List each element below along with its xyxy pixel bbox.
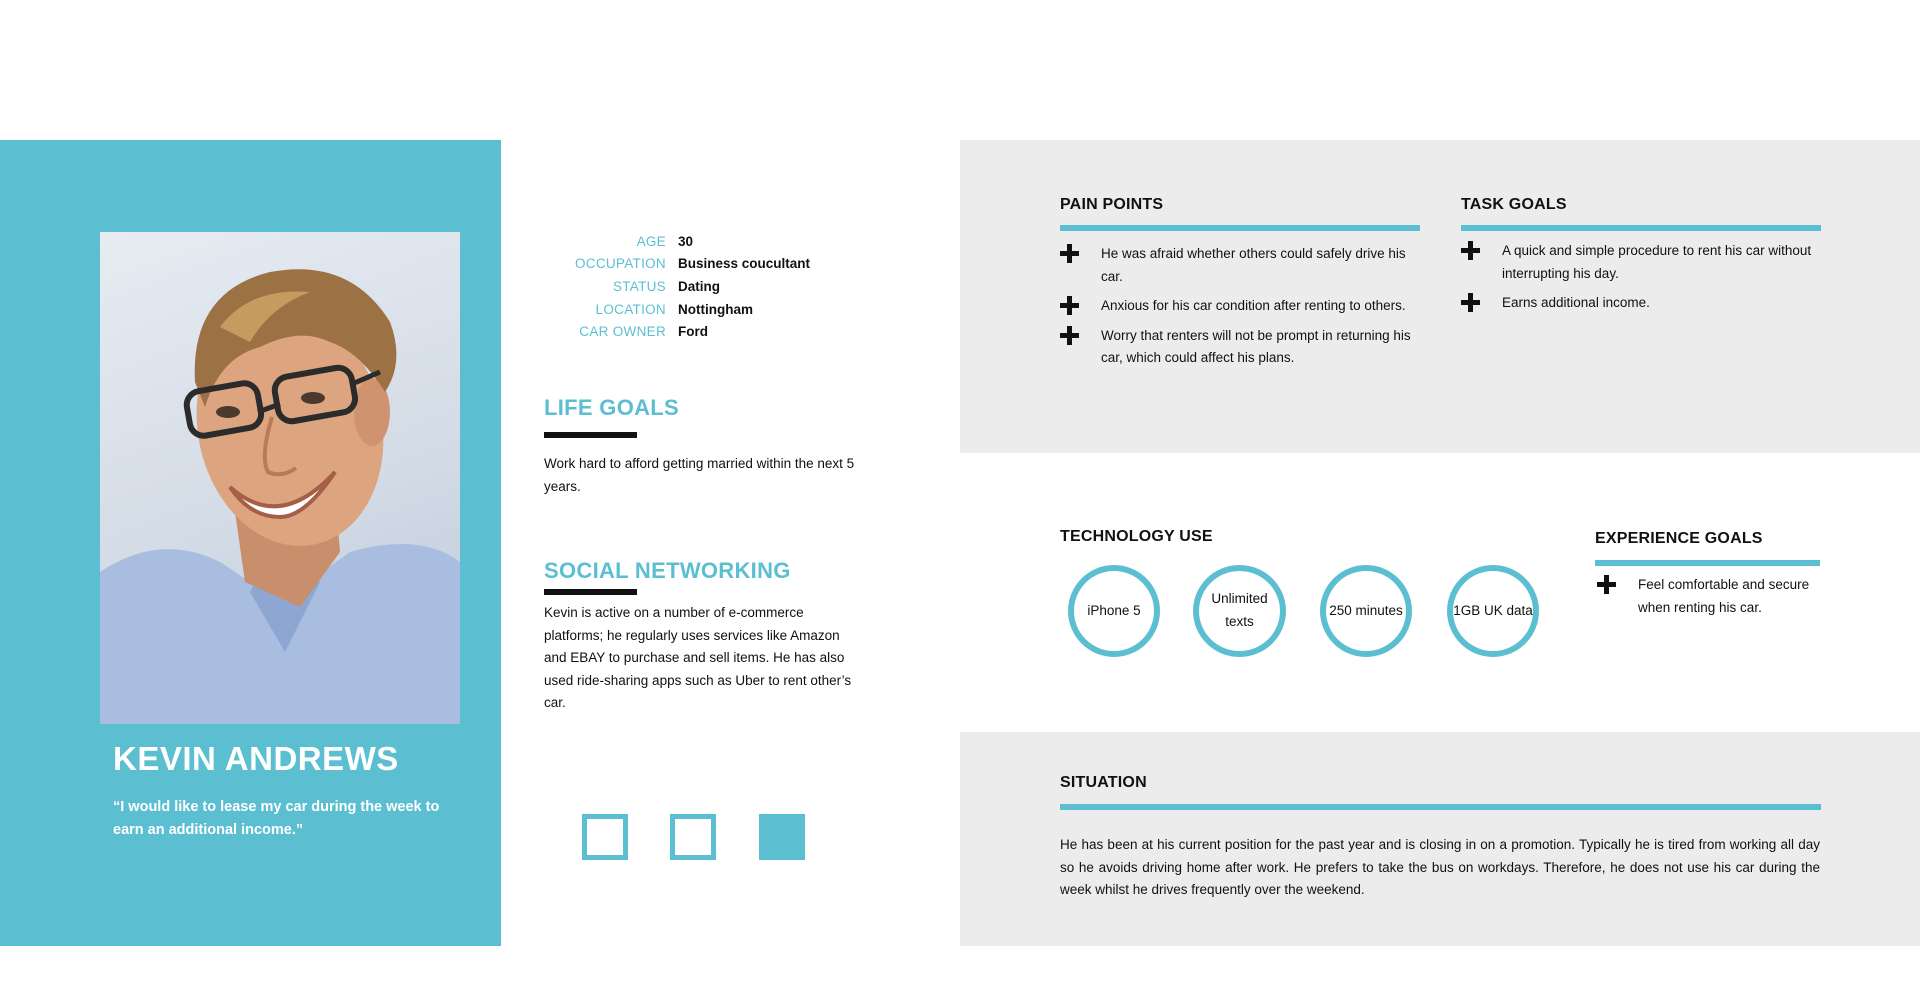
list-item-text: Earns additional income. bbox=[1502, 295, 1650, 311]
page-indicator-1[interactable] bbox=[582, 814, 628, 860]
person-quote: “I would like to lease my car during the week to earn an additional income.” bbox=[113, 799, 440, 838]
tech-item-data: 1GB UK data bbox=[1447, 565, 1539, 657]
plus-icon bbox=[1461, 293, 1481, 313]
list-item-text: Anxious for his car condition after renting to others. bbox=[1101, 298, 1406, 314]
info-label: LOCATION bbox=[595, 301, 666, 317]
list-item bbox=[1060, 295, 1420, 318]
info-value: Business coucultant bbox=[678, 256, 811, 272]
info-row-status bbox=[540, 275, 880, 298]
info-value: Nottingham bbox=[678, 301, 753, 317]
list-item-text: Worry that renters will not be prompt in returning his car, which could affect his plans. bbox=[1101, 327, 1411, 366]
life-goals-heading: LIFE GOALS bbox=[544, 395, 679, 420]
info-label: STATUS bbox=[612, 278, 666, 294]
tech-item-minutes: 250 minutes bbox=[1320, 565, 1412, 657]
pain-points-heading: PAIN POINTS bbox=[1060, 196, 1164, 213]
experience-goals-list bbox=[1597, 574, 1822, 626]
situation-heading: SITUATION bbox=[1060, 774, 1147, 791]
info-label: AGE bbox=[636, 233, 666, 249]
list-item bbox=[1060, 325, 1420, 370]
situation-underline bbox=[1060, 804, 1821, 810]
experience-goals-heading: EXPERIENCE GOALS bbox=[1595, 530, 1763, 547]
person-name: KEVIN ANDREWS bbox=[113, 740, 399, 777]
list-item bbox=[1461, 292, 1821, 315]
list-item bbox=[1461, 240, 1821, 285]
task-goals-heading: TASK GOALS bbox=[1461, 196, 1567, 213]
social-networking-heading: SOCIAL NETWORKING bbox=[544, 558, 791, 583]
list-item-text: He was afraid whether others could safely drive his car. bbox=[1101, 246, 1406, 284]
life-goals-underline bbox=[544, 432, 637, 438]
social-networking-underline bbox=[544, 589, 637, 595]
info-row-car-owner bbox=[540, 320, 880, 343]
info-row-occupation bbox=[540, 253, 880, 276]
info-row-age bbox=[540, 230, 880, 253]
profile-photo bbox=[100, 232, 460, 724]
task-goals-underline bbox=[1461, 225, 1821, 231]
tech-item-texts: Unlimited texts bbox=[1193, 565, 1286, 657]
info-value: Dating bbox=[678, 278, 720, 294]
life-goals-text: Work hard to afford getting married within the next 5 years. bbox=[544, 456, 855, 494]
list-item-text: Feel comfortable and secure when renting his car. bbox=[1638, 577, 1810, 615]
info-label: OCCUPATION bbox=[574, 256, 666, 272]
technology-use-heading: TECHNOLOGY USE bbox=[1060, 528, 1213, 545]
list-item-text: A quick and simple procedure to rent his car without interrupting his day. bbox=[1502, 243, 1812, 281]
task-goals-list bbox=[1461, 240, 1821, 322]
plus-icon bbox=[1461, 241, 1481, 261]
plus-icon bbox=[1060, 326, 1080, 346]
list-item bbox=[1597, 574, 1822, 619]
plus-icon bbox=[1597, 575, 1617, 595]
situation-text: He has been at his current position for the past year and is closing in on a promotion. Typically he is tired from working all day so he avoids driving home after work. He prefers to take the bus on workdays. Therefore, he does not use his car during the week whilst he drives frequently over the weekend. bbox=[1060, 837, 1820, 898]
page-indicator-3-active[interactable] bbox=[759, 814, 805, 860]
plus-icon bbox=[1060, 244, 1080, 264]
info-row-location bbox=[540, 298, 880, 321]
social-networking-text: Kevin is active on a number of e-commerce platforms; he regularly uses services like Amazon and EBAY to purchase and sell items. He has also used ride-sharing apps such as Uber to rent other’s car. bbox=[544, 605, 852, 711]
info-value: Ford bbox=[678, 324, 708, 340]
page-indicator-2[interactable] bbox=[670, 814, 716, 860]
plus-icon bbox=[1060, 296, 1080, 316]
person-portrait-icon bbox=[100, 232, 460, 724]
list-item bbox=[1060, 243, 1420, 288]
pain-points-underline bbox=[1060, 225, 1420, 231]
info-value: 30 bbox=[678, 233, 694, 249]
profile-panel bbox=[0, 140, 501, 946]
pain-points-list bbox=[1060, 243, 1420, 377]
tech-item-phone: iPhone 5 bbox=[1068, 565, 1160, 657]
info-label: CAR OWNER bbox=[579, 324, 666, 340]
demographics-list bbox=[540, 230, 880, 343]
experience-goals-underline bbox=[1595, 560, 1820, 566]
